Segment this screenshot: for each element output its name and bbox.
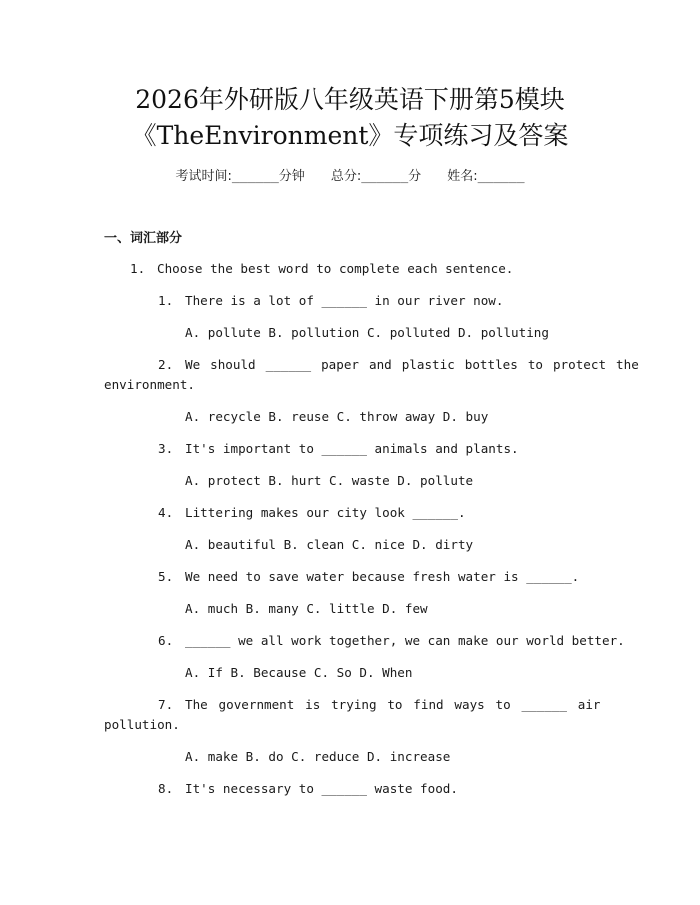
question-options: A. much B. many C. little D. few — [185, 601, 428, 616]
question-options: A. If B. Because C. So D. When — [185, 665, 413, 680]
question-options: A. make B. do C. reduce D. increase — [185, 749, 451, 764]
question-options: A. pollute B. pollution C. polluted D. polluting — [185, 325, 549, 340]
exam-time-blank: ______ — [231, 169, 279, 184]
question-options: A. beautiful B. clean C. nice D. dirty — [185, 537, 474, 552]
student-name-blank: ______ — [477, 169, 525, 184]
total-score-unit: 分 — [408, 169, 422, 184]
question-text: ______ we all work together, we can make our world better. — [185, 633, 625, 648]
question-text: Littering makes our city look ______. — [185, 505, 466, 520]
question-number: 6. — [158, 633, 174, 648]
section-heading: 一、词汇部分 — [104, 231, 183, 246]
part-number: 1. — [130, 261, 146, 276]
question-number: 8. — [158, 781, 174, 796]
total-score-label: 总分: — [330, 169, 362, 184]
exam-time-unit: 分钟 — [278, 169, 305, 184]
page-title-line-1: 2026年外研版八年级英语下册第5模块 — [135, 85, 565, 114]
question-text: We need to save water because fresh water is ______. — [185, 569, 580, 584]
exam-info-line — [0, 166, 700, 188]
exam-time-label: 考试时间: — [175, 169, 232, 184]
question-text: We should ______ paper and plastic bottles to protect the — [185, 357, 639, 372]
page-title-line-2: 《TheEnvironment》专项练习及答案 — [131, 121, 569, 150]
question-number: 4. — [158, 505, 174, 520]
question-number: 1. — [158, 293, 174, 308]
question-number: 3. — [158, 441, 174, 456]
total-score-blank: ______ — [361, 169, 409, 184]
question-number: 5. — [158, 569, 174, 584]
student-name-label: 姓名: — [447, 169, 478, 184]
question-number: 2. — [158, 357, 174, 372]
question-text-continued: pollution. — [104, 717, 180, 732]
question-options: A. recycle B. reuse C. throw away D. buy — [185, 409, 489, 424]
question-text: The government is trying to find ways to ______ air — [185, 697, 601, 712]
part-instruction: Choose the best word to complete each sentence. — [157, 261, 514, 276]
question-options: A. protect B. hurt C. waste D. pollute — [185, 473, 474, 488]
question-text: There is a lot of ______ in our river now. — [185, 293, 504, 308]
question-number: 7. — [158, 697, 174, 712]
question-text: It's important to ______ animals and plants. — [185, 441, 519, 456]
question-text-continued: environment. — [104, 377, 195, 392]
question-text: It's necessary to ______ waste food. — [185, 781, 458, 796]
